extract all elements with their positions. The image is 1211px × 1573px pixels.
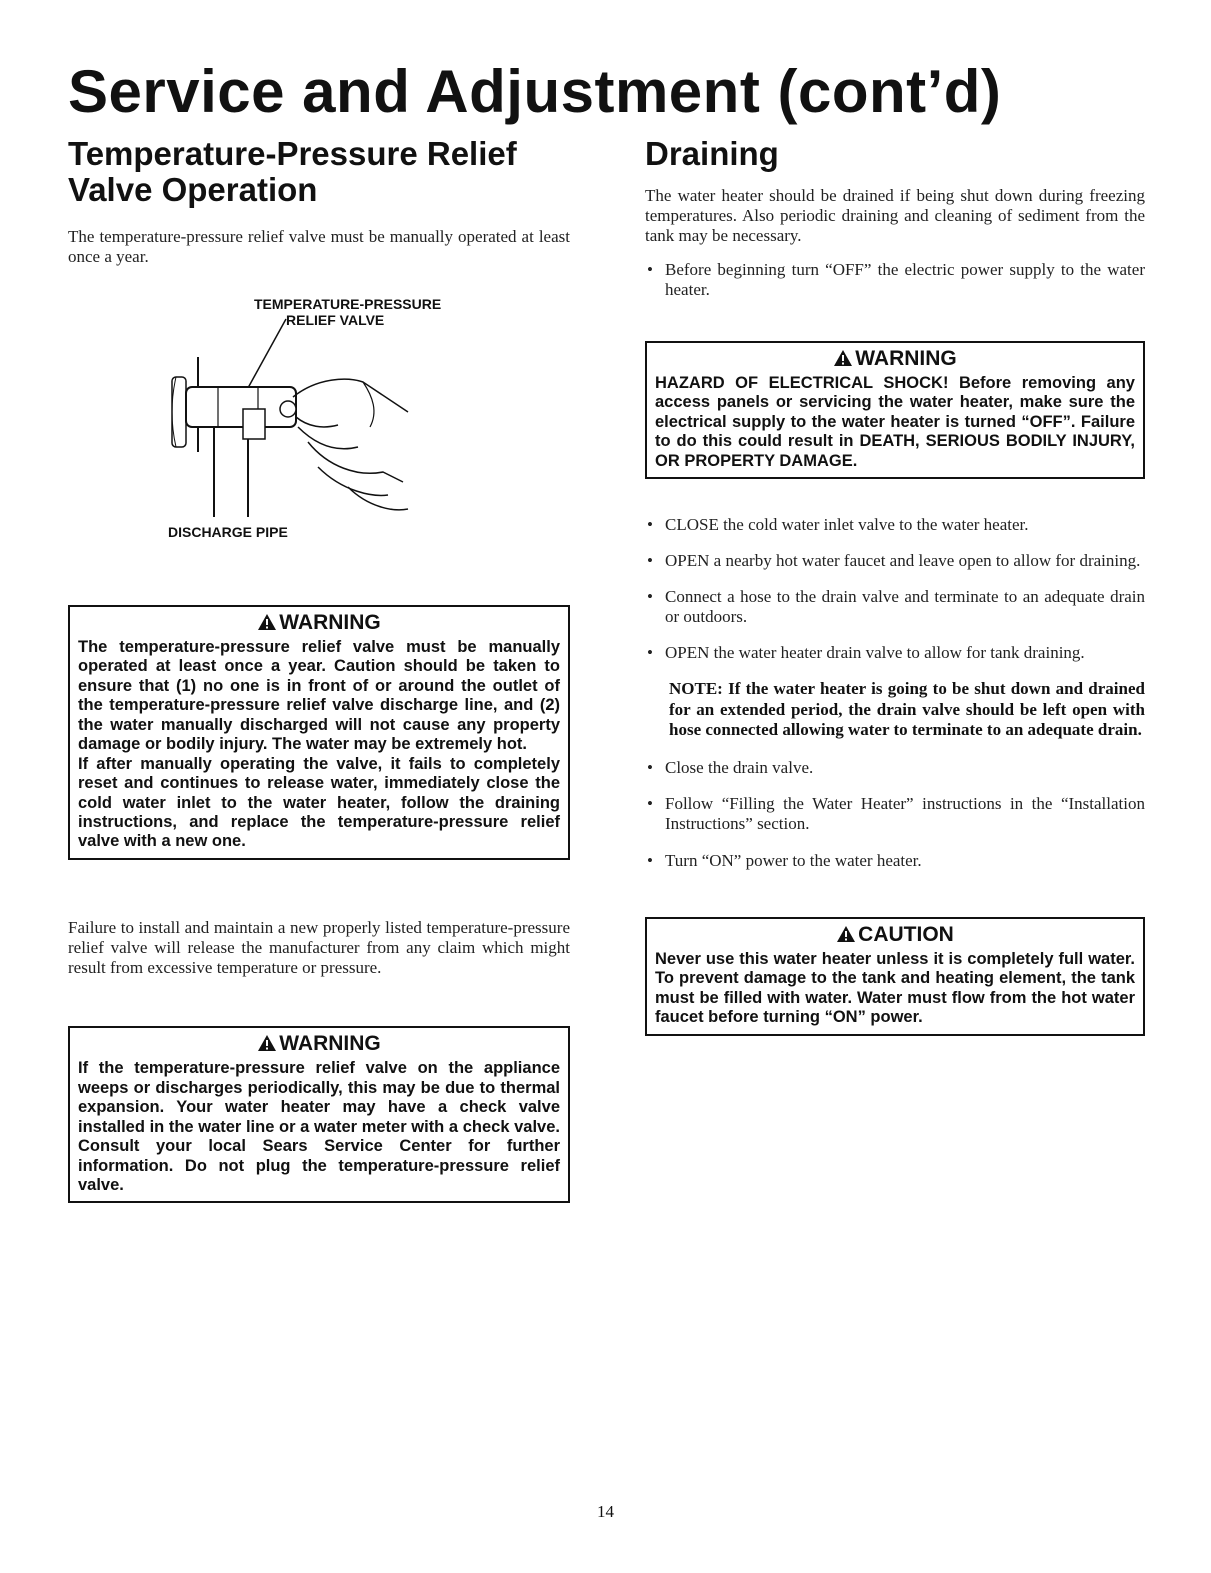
drain-note: NOTE: If the water heater is going to be shut down and drained for an extended period, the drain valve should be left open with hose connected allowing water to terminate to an adequate drain. (669, 679, 1145, 739)
page-title: Service and Adjustment (cont’d) (68, 58, 1002, 125)
list-item-text: Follow “Filling the Water Heater” instructions in the “Installation Instructions” section. (665, 794, 1145, 834)
list-item-text: Before beginning turn “OFF” the electric power supply to the water heater. (665, 260, 1145, 300)
list-item: • Close the drain valve. (647, 758, 814, 778)
warning-heading-text: WARNING (279, 610, 381, 634)
warning-body (655, 374, 1135, 471)
list-item-text: CLOSE the cold water inlet valve to the water heater. (665, 514, 1029, 534)
warning-box-2 (68, 1026, 570, 1203)
warning-heading (78, 611, 560, 634)
caution-box (645, 917, 1145, 1036)
list-item-text: OPEN a nearby hot water faucet and leave open to allow for draining. (665, 551, 1141, 571)
list-item-text: Turn “ON” power to the water heater. (665, 850, 922, 870)
list-item: • Follow “Filling the Water Heater” instructions in the “Installation Instructions” section. (647, 794, 1145, 834)
draining-steps-list (645, 515, 1145, 663)
draining-intro: The water heater should be drained if being shut down during freezing temperatures. Also periodic draining and cleaning of sediment from the tank may be necessary. (645, 186, 1145, 246)
warning-paragraph: The temperature-pressure relief valve must be manually operated at least once a year. Caution should be taken to ensure that (1) no one is in front of or around the outlet of the temperature-pressure relief valve discharge line, and (2) the water manually discharged will not cause any property damage or bodily injury. The water may be extremely hot. (78, 637, 560, 754)
caution-body (655, 950, 1135, 1028)
list-item: • Turn “ON” power to the water heater. (647, 850, 922, 870)
list-item: • CLOSE the cold water inlet valve to the water heater. (647, 514, 1029, 534)
warning-paragraph: If after manually operating the valve, it fails to completely reset and continues to release water, immediately close the cold water inlet to the water heater, follow the draining instructions, and replace the temperature-pressure relief valve with a new one. (78, 754, 560, 851)
warning-triangle-icon (836, 925, 856, 943)
caution-paragraph: Never use this water heater unless it is completely full water. To prevent damage to the tank and heating element, the tank must be filled with water. Water must flow from the hot water faucet before turning “ON” power. (655, 949, 1135, 1027)
page-number: 14 (597, 1502, 614, 1521)
tpr-intro: The temperature-pressure relief valve must be manually operated at least once a year. (68, 226, 570, 266)
left-column (68, 136, 570, 1203)
warning-heading (78, 1032, 560, 1055)
warning-triangle-icon (257, 613, 277, 631)
valve-illustration (158, 317, 518, 527)
caution-heading-text: CAUTION (858, 922, 954, 946)
warning-triangle-icon (833, 349, 853, 367)
electrical-warning-box (645, 341, 1145, 479)
warning-paragraph: If the temperature-pressure relief valve on the appliance weeps or discharges periodically, this may be due to thermal expansion. Your water heater may have a check valve installed in the water line or a water meter with a check valve. Consult your local Sears Service Center for further information. Do not plug the temperature-pressure relief valve. (78, 1059, 560, 1194)
list-item: • OPEN the water heater drain valve to allow for tank draining. (647, 643, 1085, 663)
tpr-valve-figure (68, 297, 570, 547)
warning-heading-text: WARNING (279, 1032, 381, 1056)
tpr-valve-heading: Temperature-Pressure Relief Valve Operation (68, 135, 517, 209)
label-discharge-pipe: DISCHARGE PIPE (168, 523, 288, 540)
warning-body (78, 1059, 560, 1195)
warning-box-1 (68, 605, 570, 860)
list-item: • Before beginning turn “OFF” the electric power supply to the water heater. (647, 260, 1145, 300)
warning-triangle-icon (257, 1034, 277, 1052)
pre-steps-list (645, 260, 1145, 300)
list-item-text: OPEN the water heater drain valve to allow for tank draining. (665, 643, 1085, 663)
warning-paragraph: HAZARD OF ELECTRICAL SHOCK! Before removing any access panels or servicing the water heater, make sure the electrical supply to the water heater is turned “OFF”. Failure to do this could result in DEATH, SERIOUS BODILY INJURY, OR PROPERTY DAMAGE. (655, 373, 1135, 470)
list-item: • Connect a hose to the drain valve and terminate to an adequate drain or outdoors. (647, 587, 1145, 627)
warning-body (78, 638, 560, 852)
draining-heading: Draining (645, 135, 779, 172)
warning-heading-text: WARNING (855, 346, 957, 370)
label-valve-line1: TEMPERATURE-PRESSURE (254, 295, 442, 312)
list-item-text: Connect a hose to the drain valve and terminate to an adequate drain or outdoors. (665, 587, 1145, 627)
list-item-text: Close the drain valve. (665, 758, 814, 778)
right-column (645, 136, 1145, 1036)
caution-heading (655, 923, 1135, 946)
warning-heading (655, 347, 1135, 370)
list-item: • OPEN a nearby hot water faucet and leave open to allow for draining. (647, 551, 1141, 571)
failure-text: Failure to install and maintain a new properly listed temperature-pressure relief valve will release the manufacturer from any claim which might result from excessive temperature or pressure. (68, 917, 570, 978)
draining-steps-after-list (645, 758, 1145, 870)
label-valve-line2: RELIEF VALVE (286, 311, 385, 328)
